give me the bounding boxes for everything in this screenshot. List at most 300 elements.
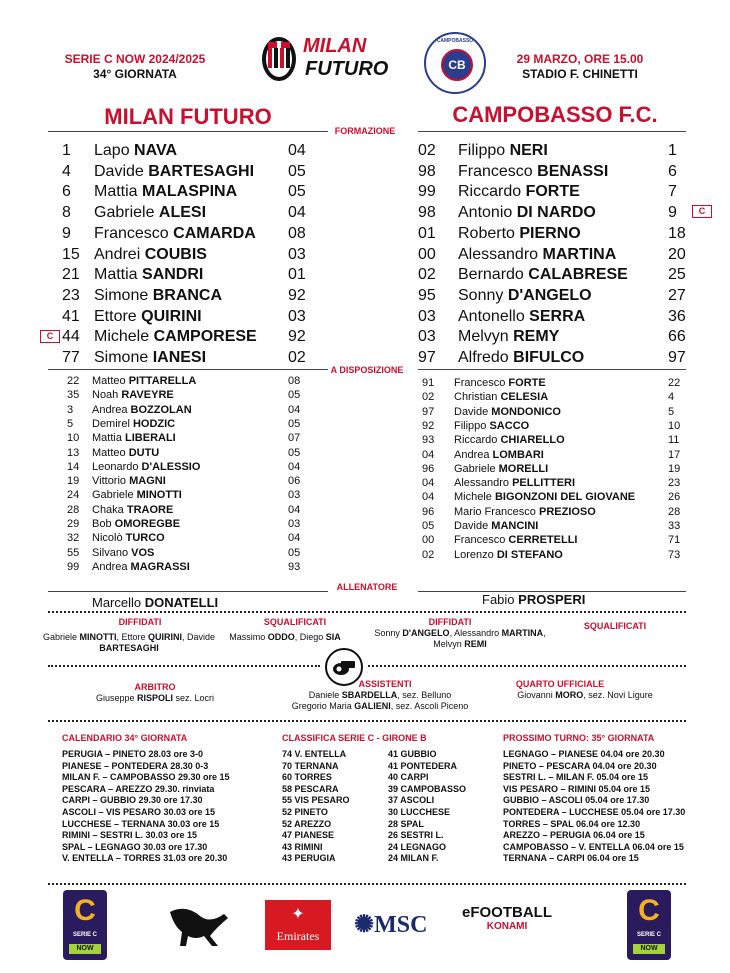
a-disposizione-label: A DISPOSIZIONE [330,365,404,375]
next-round-line: TERNANA – CARPI 06.04 ore 15 [503,853,639,864]
player-number: 20 [668,245,686,263]
player-name [454,505,596,519]
formazione-label: FORMAZIONE [334,126,396,136]
home-starter-row [62,306,322,327]
player-number: 19 [668,462,681,475]
next-round-line: PONTEDERA – LUCCHESE 05.04 ore 17.30 [503,806,686,817]
standings-line: 55 VIS PESARO [282,795,350,806]
player-last-name: SANDRI [142,266,204,284]
milan-crest-logo [260,34,298,84]
next-round-line: SESTRI L. – MILAN F. 05.04 ore 15 [503,772,649,783]
player-last-name: TRAORE [126,503,174,516]
player-last-name: DUTU [128,446,160,459]
player-last-name: BARTESAGHI [148,162,255,180]
player-birth-year: 04 [288,503,301,516]
player-first-name: Noah [92,389,122,402]
player-name [454,433,565,447]
player-birth-year: 06 [288,475,301,488]
player-number: 29 [67,518,80,530]
player-number: 23 [62,286,80,304]
player-last-name: DI STEFANO [496,548,563,561]
player-first-name: Davide [454,520,492,532]
player-last-name: BOZZOLAN [130,403,192,416]
player-birth-year: 04 [288,532,301,545]
player-last-name: HODZIC [132,417,176,430]
fourth-official-text: Giovanni MORO, sez. Novi Ligure [517,690,653,700]
away-starter-row [418,161,693,182]
home-starter-row [62,140,322,161]
match-info-right [490,52,670,82]
player-birth-year: 05 [422,520,435,532]
next-round-line: GUBBIO – ASCOLI 05.04 ore 17.30 [503,795,650,806]
player-first-name: Gabriele [454,462,499,475]
player-name [92,431,176,445]
home-coach-last: DONATELLI [144,595,219,610]
player-last-name: REMY [513,328,560,346]
player-last-name: SACCO [489,419,530,432]
home-bench-row [62,503,322,517]
standings-line: 24 LEGNAGO [388,841,447,852]
player-last-name: OMOREGBE [114,518,181,530]
player-last-name: BENASSI [537,162,609,180]
stadium-label: STADIO F. CHINETTI [522,67,638,81]
player-number: 24 [67,489,80,502]
player-birth-year: 91 [422,377,435,389]
away-squalificati-title: SQUALIFICATI [583,621,647,631]
player-number: 36 [668,307,686,325]
away-starter-row [418,202,693,223]
milan-futuro-wordmark-bottom: FUTURO [305,58,389,80]
player-birth-year: 96 [422,505,435,518]
player-name [458,161,608,182]
player-name [94,347,206,368]
home-starter-row [62,285,322,306]
player-first-name: Matteo [92,446,129,459]
player-birth-year: 95 [418,286,436,304]
player-birth-year: 92 [288,286,306,304]
standings-line: 41 PONTEDERA [388,760,458,771]
home-bench-row [62,560,322,574]
player-last-name: MARTINA [542,245,617,263]
standings-title: CLASSIFICA SERIE C - GIRONE B [282,733,427,743]
player-name [454,419,529,433]
home-starter-row [62,244,322,265]
player-last-name: PITTARELLA [128,375,197,387]
player-first-name: Alessandro [458,245,543,263]
player-birth-year: 03 [288,245,306,263]
home-squalificati-text: Massimo ODDO, Diego SIA [229,632,341,642]
calendar-line: PESCARA – AREZZO 29.30. rinviata [62,783,215,794]
player-name [454,462,548,476]
milan-futuro-wordmark-top: MILAN [303,35,367,57]
player-number: 1 [62,142,71,159]
player-number: 66 [668,328,686,346]
calendar-list [62,749,272,865]
calendar-line: ASCOLI – VIS PESARO 30.03 ore 15 [62,806,216,817]
player-last-name: BRANCA [152,286,223,304]
away-coach-first: Fabio [482,592,515,607]
campobasso-crest-logo [424,32,486,94]
standings-line: 37 ASCOLI [388,795,435,806]
player-first-name: Lorenzo [454,548,497,561]
player-name [92,503,173,517]
standings-line: 30 LUCCHESE [388,806,451,817]
player-number: 10 [67,432,80,445]
away-bench-row [418,448,693,462]
player-name [458,140,548,161]
player-number: 5 [668,405,675,418]
efootball-konami-logo: eFOOTBALL KONAMI [462,904,552,932]
player-first-name: Alfredo [458,349,514,366]
player-name [92,474,166,488]
away-title-rule [418,131,686,132]
player-number: 27 [668,286,686,304]
player-first-name: Davide [454,405,492,418]
away-bench-list [418,376,693,566]
player-number: 26 [668,491,681,504]
player-first-name: Mattia [92,432,126,445]
home-bench-row [62,388,322,402]
player-name [94,306,202,327]
player-birth-year: 00 [418,245,436,263]
player-birth-year: 93 [288,560,301,573]
player-name [94,285,222,306]
home-starter-row [62,181,322,202]
player-number: 9 [668,204,677,222]
home-squalificati-title: SQUALIFICATI [263,617,327,627]
player-first-name: Simone [94,286,153,304]
player-number: 77 [62,349,80,366]
player-number: 18 [668,224,686,242]
standings-line: 58 PESCARA [282,783,339,794]
player-name [92,560,190,574]
player-birth-year: 04 [422,491,435,504]
player-number: 73 [668,548,681,561]
away-starter-row [418,181,693,202]
player-first-name: Andrea [92,403,131,416]
player-first-name: Davide [94,162,149,180]
player-name [458,181,580,202]
standings-line: 47 PIANESE [282,830,335,841]
date-time-label: 29 MARZO, ORE 15.00 [516,52,644,66]
calendar-line: MILAN F. – CAMPOBASSO 29.30 ore 15 [62,772,230,783]
away-starter-row [418,326,693,347]
player-birth-year: 97 [422,405,435,418]
player-birth-year: 98 [418,162,436,180]
player-first-name: Leonardo [92,460,142,473]
player-name [94,202,206,223]
player-birth-year: 03 [288,307,306,325]
player-birth-year: 08 [288,375,301,387]
home-bench-row [62,517,322,531]
calendar-line: V. ENTELLA – TORRES 31.03 ore 20.30 [62,853,228,864]
player-birth-year: 04 [288,403,301,416]
home-bench-row [62,431,322,445]
player-name [92,446,159,460]
player-first-name: Sonny [458,286,508,304]
player-last-name: CAMARDA [173,224,256,242]
player-last-name: MAGRASSI [130,560,190,573]
player-first-name: Michele [454,491,495,504]
home-bench-row [62,417,322,431]
away-starter-row [418,223,693,244]
msc-text: MSC [374,912,428,938]
player-name [454,548,563,562]
player-number: 5 [67,417,74,430]
away-bench-row [418,548,693,562]
player-number: 3 [67,403,74,416]
player-first-name: Francesco [458,162,538,180]
player-first-name: Gabriele [92,489,137,502]
competition-label: SERIE C NOW 2024/2025 [64,52,206,66]
home-bench-row [62,488,322,502]
player-number: 4 [668,391,675,404]
player-name [458,202,596,223]
player-birth-year: 04 [288,460,301,473]
next-round-line: VIS PESARO – RIMINI 05.04 ore 15 [503,783,651,794]
home-starter-row [62,326,322,347]
home-starter-row [62,264,322,285]
player-number: 14 [67,460,80,473]
player-name [94,326,257,347]
player-number: 7 [668,183,677,201]
player-name [92,546,154,560]
player-birth-year: 03 [288,518,301,530]
player-name [94,181,237,202]
serie-c-now-logo-right: C SERIE C NOW [627,890,671,960]
player-last-name: PREZIOSO [538,505,596,518]
player-name [458,347,584,368]
player-last-name: MAGNI [129,475,166,488]
home-bench-list [62,374,322,574]
away-bench-row [418,533,693,547]
home-coach-first: Marcello [92,595,142,610]
standings-line: 70 TERNANA [282,760,339,771]
away-bench-row [418,433,693,447]
fourth-official-title: QUARTO UFFICIALE [515,679,605,689]
puma-logo [166,900,236,950]
next-round-list [503,749,713,865]
player-birth-year: 01 [418,224,436,242]
next-round-line: CAMPOBASSO – V. ENTELLA 06.04 ore 15 [503,841,684,852]
player-first-name: Bernardo [458,266,529,284]
home-starters-rule [48,369,328,370]
player-number: 23 [668,477,681,490]
player-first-name: Gabriele [94,204,159,222]
player-name [94,264,203,285]
emirates-logo: ✦ Emirates [265,900,331,950]
calendar-line: LUCCHESE – TERNANA 30.03 ore 15 [62,818,220,829]
player-last-name: CELESIA [500,391,549,404]
player-first-name: Filippo [458,142,510,159]
assistants-title: ASSISTENTI [358,679,412,689]
standings-line: 40 CARPI [388,772,429,783]
player-last-name: RAVEYRE [121,389,174,402]
player-birth-year: 04 [422,448,435,461]
away-starter-row [418,264,693,285]
next-round-line: TORRES – SPAL 06.04 ore 12.30 [503,818,641,829]
player-birth-year: 02 [288,349,306,366]
player-number: 1 [668,142,677,159]
player-birth-year: 05 [288,417,301,430]
player-last-name: MINOTTI [136,489,182,502]
player-last-name: PIERNO [519,224,581,242]
player-number: 11 [668,434,680,447]
player-last-name: CAMPORESE [153,328,257,346]
standings-line: 28 SPAL [388,818,424,829]
player-last-name: MONDONICO [491,405,561,418]
player-first-name: Mattia [94,266,143,284]
player-first-name: Antonello [458,307,530,325]
next-round-line: AREZZO – PERUGIA 06.04 ore 15 [503,830,645,841]
player-last-name: PELLITTERI [512,477,576,490]
player-number: 44 [62,328,80,346]
player-last-name: D'ALESSIO [141,460,201,473]
player-first-name: Matteo [92,375,129,387]
away-starter-row [418,244,693,265]
player-birth-year: 04 [288,142,306,159]
player-first-name: Filippo [454,419,490,432]
player-last-name: QUIRINI [141,307,202,325]
player-number: 97 [668,349,686,366]
player-number: 35 [67,389,80,402]
referee-title: ARBITRO [134,682,176,692]
player-number: 17 [668,448,681,461]
away-starters-rule [418,369,686,370]
player-first-name: Francesco [454,377,509,389]
player-first-name: Simone [94,349,153,366]
player-first-name: Vittorio [92,475,130,488]
player-number: 41 [62,307,80,325]
player-name [458,306,585,327]
player-last-name: MALASPINA [142,183,238,201]
player-last-name: CERRETELLI [508,534,578,547]
match-info-left [40,52,230,82]
away-starter-row [418,140,693,161]
home-starters-list [62,140,322,375]
player-first-name: Nicolò [92,532,126,545]
player-birth-year: 98 [418,204,436,222]
player-first-name: Riccardo [454,434,501,447]
player-name [454,519,538,533]
player-first-name: Mattia [94,183,143,201]
standings-col2 [388,749,488,865]
player-number: 28 [67,503,80,516]
player-first-name: Antonio [458,204,517,222]
player-birth-year: 05 [288,162,306,180]
away-starter-row [418,306,693,327]
standings-line: 60 TORRES [282,772,332,783]
msc-logo: ✺MSC [354,912,428,938]
player-first-name: Mario Francesco [454,505,539,518]
player-birth-year: 04 [288,204,306,222]
dotted-divider-1 [48,611,686,613]
home-title-rule [48,131,328,132]
next-round-line: PINETO – PESCARA 04.04 ore 20.30 [503,760,657,771]
home-starter-row [62,202,322,223]
player-number: 32 [67,532,80,545]
player-first-name: Francesco [94,224,174,242]
player-name [94,244,207,265]
away-bench-row [418,390,693,404]
player-number: 71 [668,534,681,547]
player-name [94,223,256,244]
home-bench-row [62,546,322,560]
home-starter-row [62,223,322,244]
player-name [458,285,592,306]
player-name [92,374,196,388]
home-captain-badge: C [40,330,60,343]
away-bench-row [418,476,693,490]
standings-col1 [282,749,382,865]
player-last-name: BIFULCO [513,349,585,366]
player-name [92,417,175,431]
player-birth-year: 97 [418,349,436,366]
next-round-line: LEGNAGO – PIANESE 04.04 ore 20.30 [503,749,665,759]
player-number: 13 [67,446,80,459]
player-number: 25 [668,266,686,284]
player-number: 15 [62,245,80,263]
player-first-name: Riccardo [458,183,526,201]
home-bench-row [62,403,322,417]
away-diffidati-text: Sonny D'ANGELO, Alessandro MARTINA, Melvyn REMI [374,628,546,649]
player-number: 4 [62,162,71,180]
player-birth-year: 03 [418,328,436,346]
player-birth-year: 99 [418,183,436,201]
player-birth-year: 02 [418,266,436,284]
assistants-text: Daniele SBARDELLA, sez. Belluno Gregorio Maria GALIENI, sez. Ascoli Piceno [291,690,469,711]
calendar-line: SPAL – LEGNAGO 30.03 ore 17.30 [62,841,208,852]
player-first-name: Andrea [454,448,493,461]
away-bench-row [418,405,693,419]
round-label: 34° GIORNATA [93,67,177,81]
player-birth-year: 05 [288,546,301,559]
player-first-name: Christian [454,391,501,404]
player-number: 28 [668,505,681,518]
player-number: 33 [668,520,681,532]
player-number: 10 [668,419,681,432]
home-starter-row [62,347,322,368]
player-last-name: IANESI [152,349,207,366]
away-bench-row [418,376,693,390]
player-name [458,244,616,265]
player-first-name: Alessandro [454,477,513,490]
player-birth-year: 02 [422,548,435,561]
player-number: 22 [67,375,80,387]
player-number: 9 [62,224,71,242]
calendar-line: PERUGIA – PINETO 28.03 ore 3-0 [62,749,204,759]
home-bench-row [62,446,322,460]
home-diffidati-title: DIFFIDATI [118,617,162,627]
player-birth-year: 93 [422,434,435,447]
player-last-name: TURCO [125,532,165,545]
calendar-line: PIANESE – PONTEDERA 28.30 0-3 [62,760,209,771]
player-last-name: FORTE [508,377,546,389]
dotted-divider-2b [368,665,686,667]
standings-line: 52 AREZZO [282,818,332,829]
player-name [454,405,561,419]
player-number: 6 [668,162,677,180]
player-first-name: Roberto [458,224,520,242]
player-last-name: DI NARDO [516,204,596,222]
player-number: 22 [668,377,681,389]
next-round-title: PROSSIMO TURNO: 35° GIORNATA [503,733,655,743]
player-first-name: Lapo [94,142,135,159]
player-birth-year: 07 [288,432,301,445]
home-coach [92,595,218,610]
player-number: 19 [67,475,80,488]
player-birth-year: 03 [418,307,436,325]
